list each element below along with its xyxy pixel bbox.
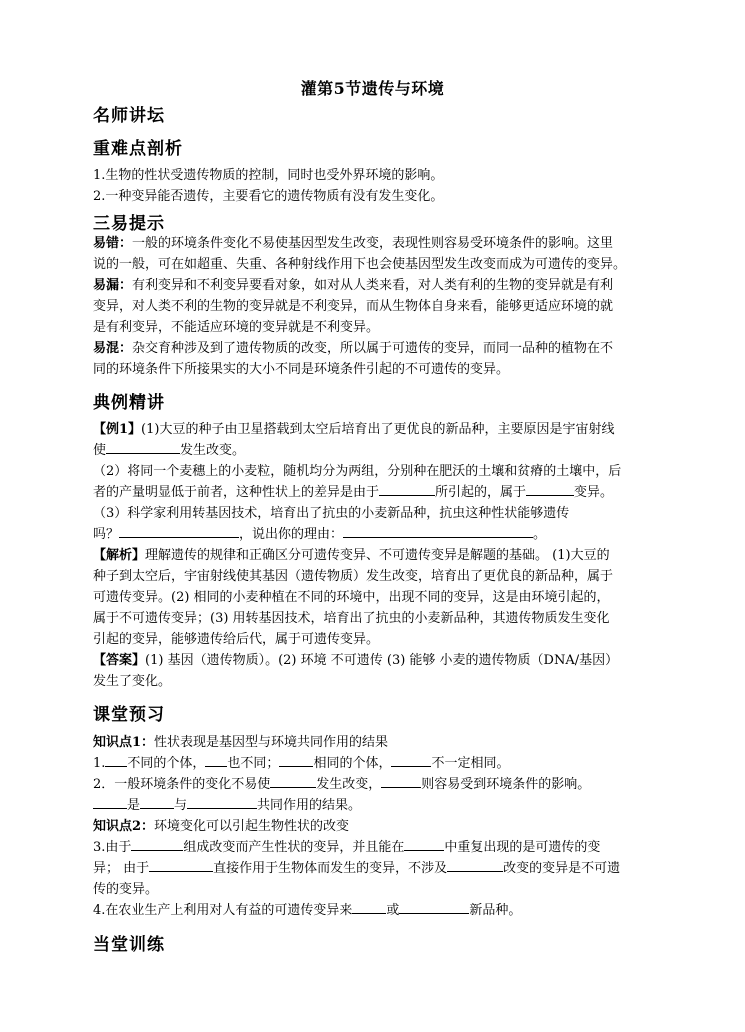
preview-line-4 — [93, 838, 663, 857]
answer-blank[interactable] — [106, 441, 180, 454]
answer-blank[interactable] — [526, 483, 574, 496]
jiexi-line-3: 可遗传变异。(2) 相同的小麦种植在不同的环境中，出现不同的变异，这是由环境引起的， — [93, 590, 610, 605]
yihao-text-1: 有利变异和不利变异要看对象，如对从人类来看，对人类有利的生物的变异就是有利 — [132, 278, 614, 293]
p5-b: 直接作用于生物体而发生的变异，不涉及 — [213, 861, 448, 876]
answer-blank[interactable] — [93, 796, 127, 809]
daan-label: 【答案】 — [93, 653, 146, 668]
preview-line-7 — [93, 901, 663, 920]
daan-line-1 — [93, 651, 663, 670]
example-text-4c: 变异。 — [574, 485, 614, 500]
answer-blank[interactable] — [140, 796, 174, 809]
yicuo-label: 易错： — [93, 236, 133, 251]
preview-line-6: 传的变异。 — [93, 882, 159, 897]
yihun-label: 易混： — [93, 341, 133, 356]
example-line-4 — [93, 483, 663, 502]
example-text-6c: 。 — [533, 527, 547, 542]
example-text-4a: 者的产量明显低于前者，这种性状上的差异是由于 — [93, 485, 380, 500]
answer-blank[interactable] — [270, 775, 316, 788]
yicuo-line-1 — [93, 234, 663, 253]
p2-b: 发生改变， — [316, 777, 382, 792]
answer-blank[interactable] — [352, 901, 386, 914]
p7-c: 新品种。 — [469, 903, 522, 918]
p5-a: 异； 由于 — [93, 861, 150, 876]
answer-blank[interactable] — [343, 525, 533, 538]
preview-line-2 — [93, 775, 663, 794]
example-line-3: （2）将同一个麦穗上的小麦粒，随机均分为两组，分别种在肥沃的土壤和贫瘠的土壤中，后 — [93, 464, 622, 479]
answer-blank[interactable] — [187, 796, 257, 809]
jiexi-line-4: 属于不可遗传变异；(3) 用转基因技术，培育出了抗虫的小麦新品种，其遗传物质发生变化 — [93, 611, 610, 626]
p4-a: 3.由于 — [93, 840, 132, 855]
p2-c: 则容易受到环境条件的影响。 — [421, 777, 591, 792]
example-text-1: (1)大豆的种子由卫星搭载到太空后培育出了更优良的新品种，主要原因是宇宙射线 — [141, 422, 615, 437]
example-text-2a: 使 — [93, 443, 107, 458]
p1-d: 相同的个体， — [313, 756, 392, 771]
p5-c: 改变的变异是不可遗 — [503, 861, 621, 876]
answer-blank[interactable] — [205, 754, 227, 767]
answer-blank[interactable] — [447, 859, 503, 872]
preview-line-1 — [93, 754, 663, 773]
p1-c: 也不同； — [227, 756, 280, 771]
section-heading-ketang: 课堂预习 — [93, 705, 165, 725]
example-line-5: （3）科学家利用转基因技术，培育出了抗虫的小麦新品种，抗虫这种性状能够遗传 — [93, 506, 570, 521]
example-text-4b: 所引起的，属于 — [435, 485, 527, 500]
example-line-6 — [93, 525, 663, 544]
yihun-line-1 — [93, 339, 663, 358]
p4-c: 中重复出现的是可遗传的变 — [444, 840, 601, 855]
yihao-label: 易漏： — [93, 278, 133, 293]
zhongnan-item-2: 2.一种变异能否遗传，主要看它的遗传物质有没有发生变化。 — [93, 189, 444, 204]
p3-c: 共同作用的结果。 — [257, 798, 362, 813]
answer-blank[interactable] — [149, 859, 213, 872]
yihao-line-2: 变异，对人类不利的生物的变异就是不利变异，而从生物体自身来看，能够更适应环境的就 — [93, 299, 614, 314]
daan-line-2: 发生了变化。 — [93, 674, 172, 689]
answer-blank[interactable] — [391, 754, 431, 767]
jiexi-text-1: 理解遗传的规律和正确区分可遗传变异、不可遗传变异是解题的基础。 (1)大豆的 — [145, 548, 610, 563]
section-heading-dangtang: 当堂训练 — [93, 935, 165, 955]
page-title: 灌第5节遗传与环境 — [300, 79, 445, 98]
yihao-line-1 — [93, 276, 663, 295]
answer-blank[interactable] — [379, 483, 435, 496]
answer-blank[interactable] — [105, 754, 127, 767]
daan-text-1: (1) 基因（遗传物质）。(2) 环境 不可遗传 (3) 能够 小麦的遗传物质（DNA/基因） — [145, 653, 619, 668]
p1-a: 1. — [93, 756, 106, 771]
p7-a: 4.在农业生产上利用对人有益的可遗传变异来 — [93, 903, 353, 918]
example-text-6a: 吗？ — [93, 527, 120, 542]
example-label: 【例1】 — [93, 422, 142, 437]
yicuo-line-2: 说的一般，可在如超重、失重、各种射线作用下也会使基因型发生改变而成为可遗传的变异。 — [93, 257, 627, 272]
p1-b: 不同的个体， — [127, 756, 206, 771]
section-heading-dianli: 典例精讲 — [93, 393, 165, 413]
jiexi-line-5: 引起的变异，能够遗传给后代，属于可遗传变异。 — [93, 632, 380, 647]
jiexi-label: 【解析】 — [93, 548, 146, 563]
answer-blank[interactable] — [279, 754, 313, 767]
k2-label: 知识点2： — [93, 819, 155, 834]
jiexi-line-1 — [93, 546, 663, 565]
p4-b: 组成改变而产生性状的变异，并且能在 — [183, 840, 405, 855]
section-heading-mingshi: 名师讲坛 — [93, 106, 165, 126]
example-text-6b: ，说出你的理由： — [239, 527, 344, 542]
p3-a: 是 — [127, 798, 141, 813]
answer-blank[interactable] — [399, 901, 469, 914]
k1-label: 知识点1： — [93, 735, 155, 750]
p3-b: 与 — [174, 798, 188, 813]
answer-blank[interactable] — [131, 838, 183, 851]
p2-a: 2．一般环境条件的变化不易使 — [93, 777, 271, 792]
preview-line-5 — [93, 859, 663, 878]
yihao-line-3: 是有利变异，不能适应环境的变异就是不利变异。 — [93, 320, 380, 335]
example-text-2b: 发生改变。 — [180, 443, 246, 458]
knowledge-point-2 — [93, 817, 663, 836]
section-heading-sanyi: 三易提示 — [93, 214, 165, 234]
knowledge-point-1 — [93, 733, 663, 752]
p1-e: 不一定相同。 — [431, 756, 510, 771]
jiexi-line-2: 种子到太空后，宇宙射线使其基因（遗传物质）发生改变，培育出了更优良的新品种，属于 — [93, 569, 614, 584]
example-line-2 — [93, 441, 663, 460]
example-line-1 — [93, 420, 663, 439]
zhongnan-item-1: 1.生物的性状受遗传物质的控制，同时也受外界环境的影响。 — [93, 168, 444, 183]
yihun-text-1: 杂交育种涉及到了遗传物质的改变，所以属于可遗传的变异，而同一品种的植物在不 — [132, 341, 614, 356]
p7-b: 或 — [386, 903, 400, 918]
answer-blank[interactable] — [381, 775, 421, 788]
preview-line-3 — [93, 796, 663, 815]
k2-text: 环境变化可以引起生物性状的改变 — [154, 819, 350, 834]
yicuo-text-1: 一般的环境条件变化不易使基因型发生改变，表现性则容易受环境条件的影响。这里 — [132, 236, 614, 251]
yihun-line-2: 同的环境条件下所接果实的大小不同是环境条件引起的不可遗传的变异。 — [93, 362, 510, 377]
answer-blank[interactable] — [404, 838, 444, 851]
answer-blank[interactable] — [119, 525, 239, 538]
k1-text: 性状表现是基因型与环境共同作用的结果 — [154, 735, 389, 750]
section-heading-zhongnan: 重难点剖析 — [93, 139, 183, 159]
